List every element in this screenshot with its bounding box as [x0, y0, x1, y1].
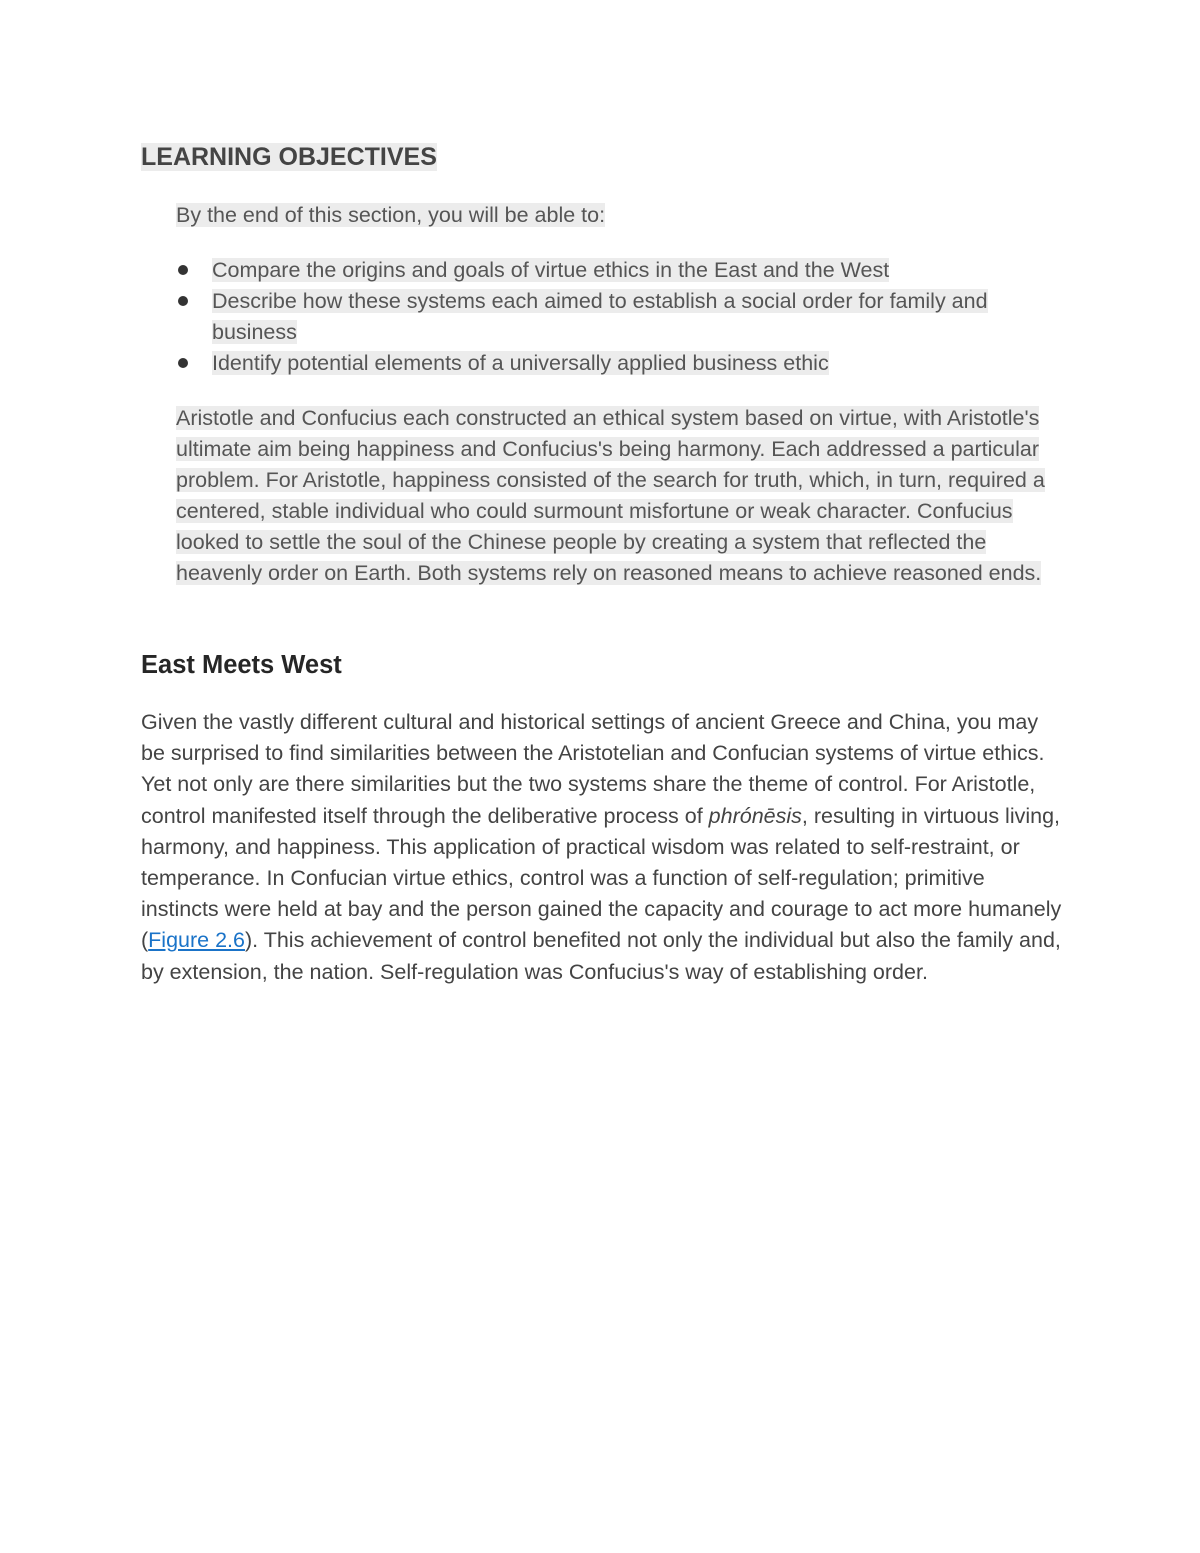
- learning-objectives-paragraph-text: Aristotle and Confucius each constructed an ethical system based on virtue, with Aristotle's ultimate aim being happiness and Confucius's being harmony. Each addressed a particular problem. For Aristotle, happiness consisted of the search for truth, which, in turn, required a centered, stable individual who could surmount misfortune or weak character. Confucius looked to settle the soul of the Chinese people by creating a system that reflected the heavenly order on Earth. Both systems rely on reasoned means to achieve reasoned ends.: [176, 406, 1045, 585]
- body-text-part-2: , resulting in virtuous living, harmony, and happiness. This application of practical wisdom was related to self-restraint, or temperance. In Confucian virtue ethics, control was a function of self-regulation; primitive instincts were held at bay and the person gained the capacity and courage to act more humanely (: [141, 803, 1062, 953]
- objective-item: [176, 348, 1036, 379]
- objective-item: [176, 255, 1036, 286]
- body-paragraph: [141, 707, 1066, 988]
- bullet-icon: [178, 265, 188, 275]
- figure-link[interactable]: Figure 2.6: [148, 928, 245, 953]
- italic-term: phrónēsis: [708, 803, 802, 828]
- objective-text: Compare the origins and goals of virtue ethics in the East and the West: [212, 258, 890, 282]
- bullet-icon: [178, 296, 188, 306]
- objective-text: Identify potential elements of a universally applied business ethic: [212, 351, 829, 375]
- learning-objectives-intro-text: By the end of this section, you will be able to:: [176, 203, 606, 227]
- bullet-icon: [178, 358, 188, 368]
- section-heading: East Meets West: [141, 651, 342, 679]
- body-text-part-1: Given the vastly different cultural and historical settings of ancient Greece and China, you may be surprised to find similarities between the Aristotelian and Confucian systems of virtue ethics. Yet not only are there similarities but the two systems share the theme of control. For Aristotle, control manifested itself through the deliberative process of: [141, 710, 1045, 828]
- learning-objectives-intro: [176, 200, 605, 231]
- body-text-part-3: ). This achievement of control benefited not only the individual but also the family and, by extension, the nation. Self-regulation was Confucius's way of establishing order.: [141, 928, 1061, 984]
- learning-objectives-list: [176, 255, 1036, 379]
- learning-objectives-paragraph: [176, 403, 1056, 589]
- learning-objectives-heading: [141, 141, 437, 173]
- learning-objectives-heading-text: LEARNING OBJECTIVES: [141, 143, 437, 171]
- objective-item: [176, 286, 1036, 348]
- objective-text: Describe how these systems each aimed to establish a social order for family and business: [212, 289, 988, 344]
